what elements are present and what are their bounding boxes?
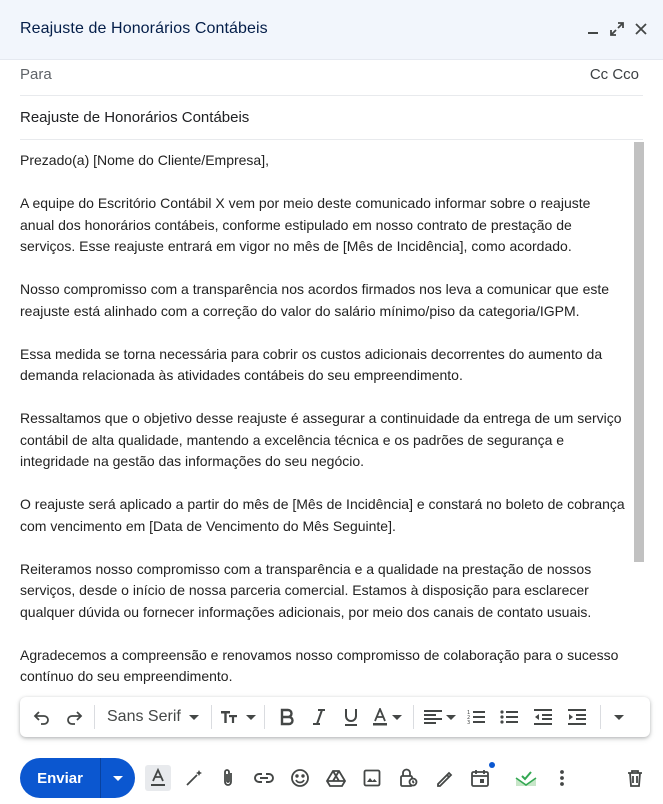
redo-icon[interactable] bbox=[60, 703, 88, 731]
body-paragraph: Reiteramos nosso compromisso com a transparência e a qualidade na prestação de nossos serviços, desde o início de nossa parceria comercial. Estamos à disposição para esclarecer qualquer dúvida ou fornecer informações adicionais, por meio dos canais de contato usuais. bbox=[20, 560, 592, 620]
body-paragraph: Nosso compromisso com a transparência nos acordos firmados nos leva a comunicar que este reajuste está alinhado com a correção do valor do salário mínimo/piso da categoria/IGPM. bbox=[20, 281, 610, 319]
template-icon[interactable] bbox=[513, 765, 539, 791]
compose-actions bbox=[20, 758, 650, 798]
formatting-toolbar bbox=[20, 697, 650, 737]
toolbar-divider bbox=[211, 705, 212, 729]
text-color-icon[interactable] bbox=[367, 703, 407, 731]
body-paragraph: A equipe do Escritório Contábil X vem por meio deste comunicado informar sobre o reajuste anual dos honorários contábeis, conforme estipulado em nosso contrato de prestação de serviços. Esse reajuste entrará em vigor no mês de [Mês de Incidência], como acordado. bbox=[20, 195, 591, 254]
notification-dot bbox=[489, 762, 495, 768]
toolbar-divider bbox=[264, 705, 265, 729]
message-body[interactable] bbox=[20, 150, 628, 690]
toolbar-divider bbox=[413, 705, 414, 729]
undo-icon[interactable] bbox=[28, 703, 56, 731]
emoji-icon[interactable] bbox=[287, 765, 313, 791]
font-family-label: Sans Serif bbox=[107, 708, 181, 725]
formatting-options-icon[interactable] bbox=[145, 765, 171, 791]
body-scrollbar[interactable] bbox=[634, 142, 644, 562]
underline-icon[interactable] bbox=[335, 703, 367, 731]
chevron-down-icon bbox=[446, 715, 456, 720]
attach-icon[interactable] bbox=[215, 765, 241, 791]
ai-write-icon[interactable] bbox=[181, 765, 207, 791]
svg-text:3: 3 bbox=[466, 720, 470, 725]
svg-text:1: 1 bbox=[466, 710, 470, 716]
close-icon[interactable] bbox=[633, 20, 649, 38]
numbered-list-icon[interactable] bbox=[460, 703, 492, 731]
svg-text:2: 2 bbox=[466, 715, 470, 721]
minimize-icon[interactable] bbox=[585, 20, 601, 38]
body-paragraph: Agradecemos a compreensão e renovamos nosso compromisso de colaboração para o sucesso contínuo do seu empreendimento. bbox=[20, 646, 619, 684]
text-size-icon[interactable] bbox=[218, 703, 258, 731]
recipients-row[interactable] bbox=[20, 52, 643, 96]
compose-title: Reajuste de Honorários Contábeis bbox=[20, 20, 268, 37]
schedule-icon[interactable] bbox=[467, 765, 493, 791]
to-label: Para bbox=[20, 66, 52, 83]
discard-icon[interactable] bbox=[622, 765, 648, 791]
more-options-icon[interactable] bbox=[549, 765, 575, 791]
font-family-select[interactable] bbox=[101, 703, 205, 731]
subject-row[interactable] bbox=[20, 96, 643, 140]
chevron-down-icon bbox=[189, 715, 199, 720]
align-icon[interactable] bbox=[420, 703, 460, 731]
more-formatting-icon[interactable] bbox=[607, 703, 631, 731]
send-options-button[interactable] bbox=[101, 758, 135, 798]
chevron-down-icon bbox=[392, 715, 402, 720]
expand-icon[interactable] bbox=[609, 20, 625, 38]
toolbar-divider bbox=[600, 705, 601, 729]
indent-more-icon[interactable] bbox=[560, 703, 594, 731]
confidential-icon[interactable] bbox=[395, 765, 421, 791]
subject-field[interactable]: Reajuste de Honorários Contábeis bbox=[20, 109, 250, 126]
compose-header bbox=[0, 0, 663, 60]
bulleted-list-icon[interactable] bbox=[492, 703, 526, 731]
body-paragraph: O reajuste será aplicado a partir do mês de [Mês de Incidência] e constará no boleto de cobrança com vencimento em [Data de Vencimento do Mês Seguinte]. bbox=[20, 496, 625, 534]
italic-icon[interactable] bbox=[303, 703, 335, 731]
link-icon[interactable] bbox=[251, 765, 277, 791]
signature-icon[interactable] bbox=[431, 765, 457, 791]
toolbar-divider bbox=[94, 705, 95, 729]
body-paragraph: Ressaltamos que o objetivo desse reajuste é assegurar a continuidade da entrega de um serviço contábil de alta qualidade, mantendo a excelência técnica e os padrões de segurança e integridade na gestão das informações do seu negócio. bbox=[20, 410, 622, 469]
body-paragraph: Essa medida se torna necessária para cobrir os custos adicionais decorrentes do aumento da demanda relacionada às atividades contábeis do seu empreendimento. bbox=[20, 345, 603, 383]
chevron-down-icon bbox=[113, 776, 123, 781]
send-button-group bbox=[20, 758, 135, 798]
body-paragraph: Prezado(a) [Nome do Cliente/Empresa], bbox=[20, 152, 269, 168]
cc-bcc-button[interactable]: Cc Cco bbox=[589, 66, 639, 83]
chevron-down-icon bbox=[614, 715, 624, 720]
send-button[interactable]: Enviar bbox=[37, 769, 83, 787]
bold-icon[interactable] bbox=[271, 703, 303, 731]
window-controls bbox=[585, 20, 649, 38]
drive-icon[interactable] bbox=[323, 765, 349, 791]
chevron-down-icon bbox=[246, 715, 256, 720]
indent-less-icon[interactable] bbox=[526, 703, 560, 731]
photo-icon[interactable] bbox=[359, 765, 385, 791]
